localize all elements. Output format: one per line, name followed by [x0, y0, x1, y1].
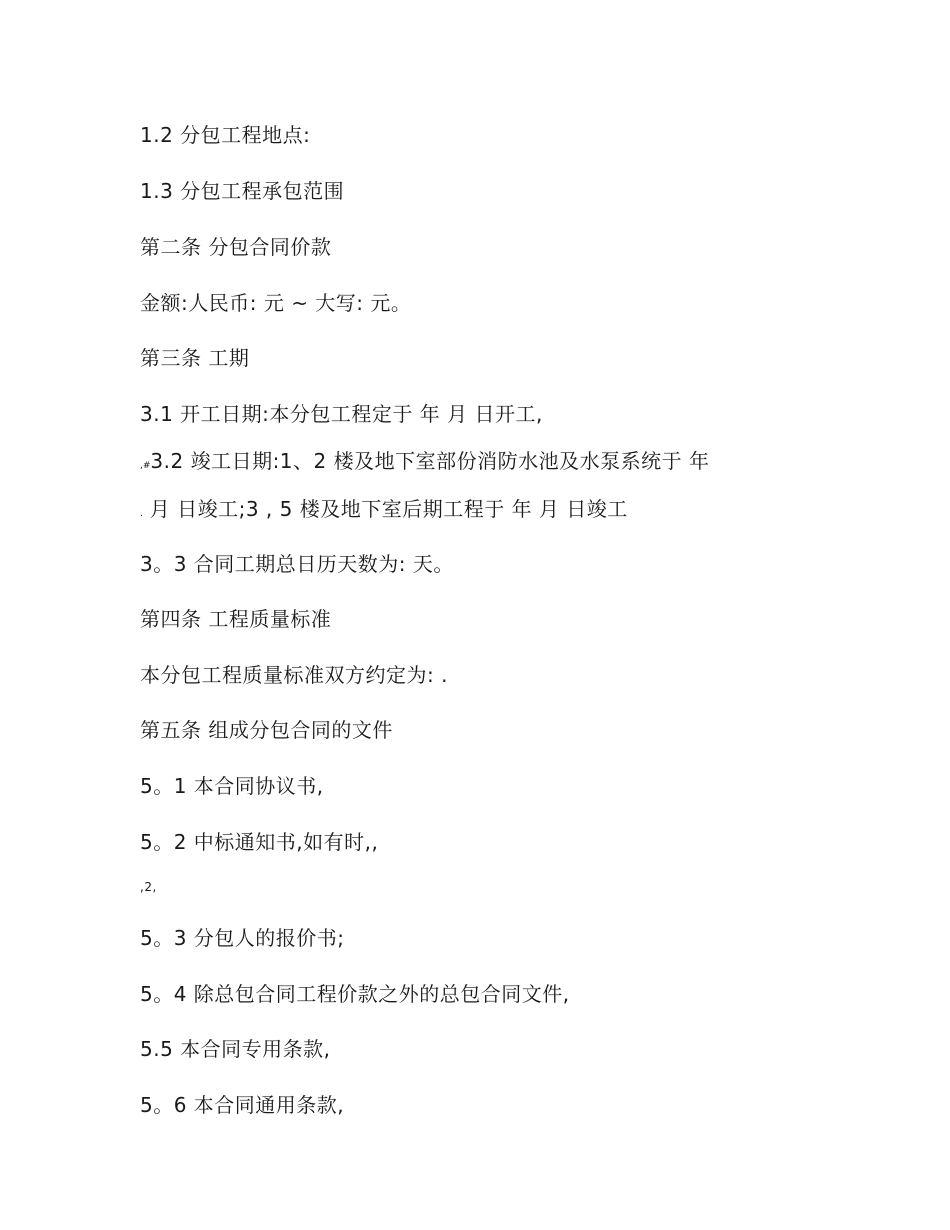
article-5-heading: 第五条 组成分包合同的文件 [140, 718, 393, 742]
clause-1-3: 1.3 分包工程承包范围 [140, 179, 345, 203]
clause-3-2-continued-line [140, 496, 628, 527]
clause-5-5: 5.5 本合同专用条款, [140, 1037, 331, 1061]
clause-5-1: 5。1 本合同协议书, [140, 774, 324, 798]
clause-5-4: 5。4 除总包合同工程价款之外的总包合同文件, [140, 982, 570, 1006]
clause-3-2-line [140, 448, 709, 479]
amount-line: 金额:人民币: 元 ~ 大写: 元。 [140, 291, 412, 315]
article-4-heading: 第四条 工程质量标准 [140, 607, 332, 631]
margin-mark: ,# [140, 461, 151, 471]
clause-3-1: 3.1 开工日期:本分包工程定于 年 月 日开工, [140, 402, 543, 426]
clause-3-3: 3。3 合同工期总日历天数为: 天。 [140, 552, 454, 576]
clause-5-2: 5。2 中标通知书,如有时,, [140, 830, 379, 854]
clause-3-2-continued: 月 日竣工;3 , 5 楼及地下室后期工程于 年 月 日竣工 [142, 497, 628, 521]
page-number: ,2, [140, 880, 157, 894]
article-3-heading: 第三条 工期 [140, 346, 250, 370]
clause-5-3: 5。3 分包人的报价书; [140, 926, 345, 950]
clause-5-6: 5。6 本合同通用条款, [140, 1093, 345, 1117]
clause-3-2: 3.2 竣工日期:1、2 楼及地下室部份消防水池及水泵系统于 年 [150, 449, 710, 473]
clause-1-2: 1.2 分包工程地点: [140, 123, 311, 147]
margin-mark: . [140, 509, 143, 519]
article-2-heading: 第二条 分包合同价款 [140, 235, 332, 259]
quality-standard-line: 本分包工程质量标准双方约定为: . [140, 663, 448, 687]
